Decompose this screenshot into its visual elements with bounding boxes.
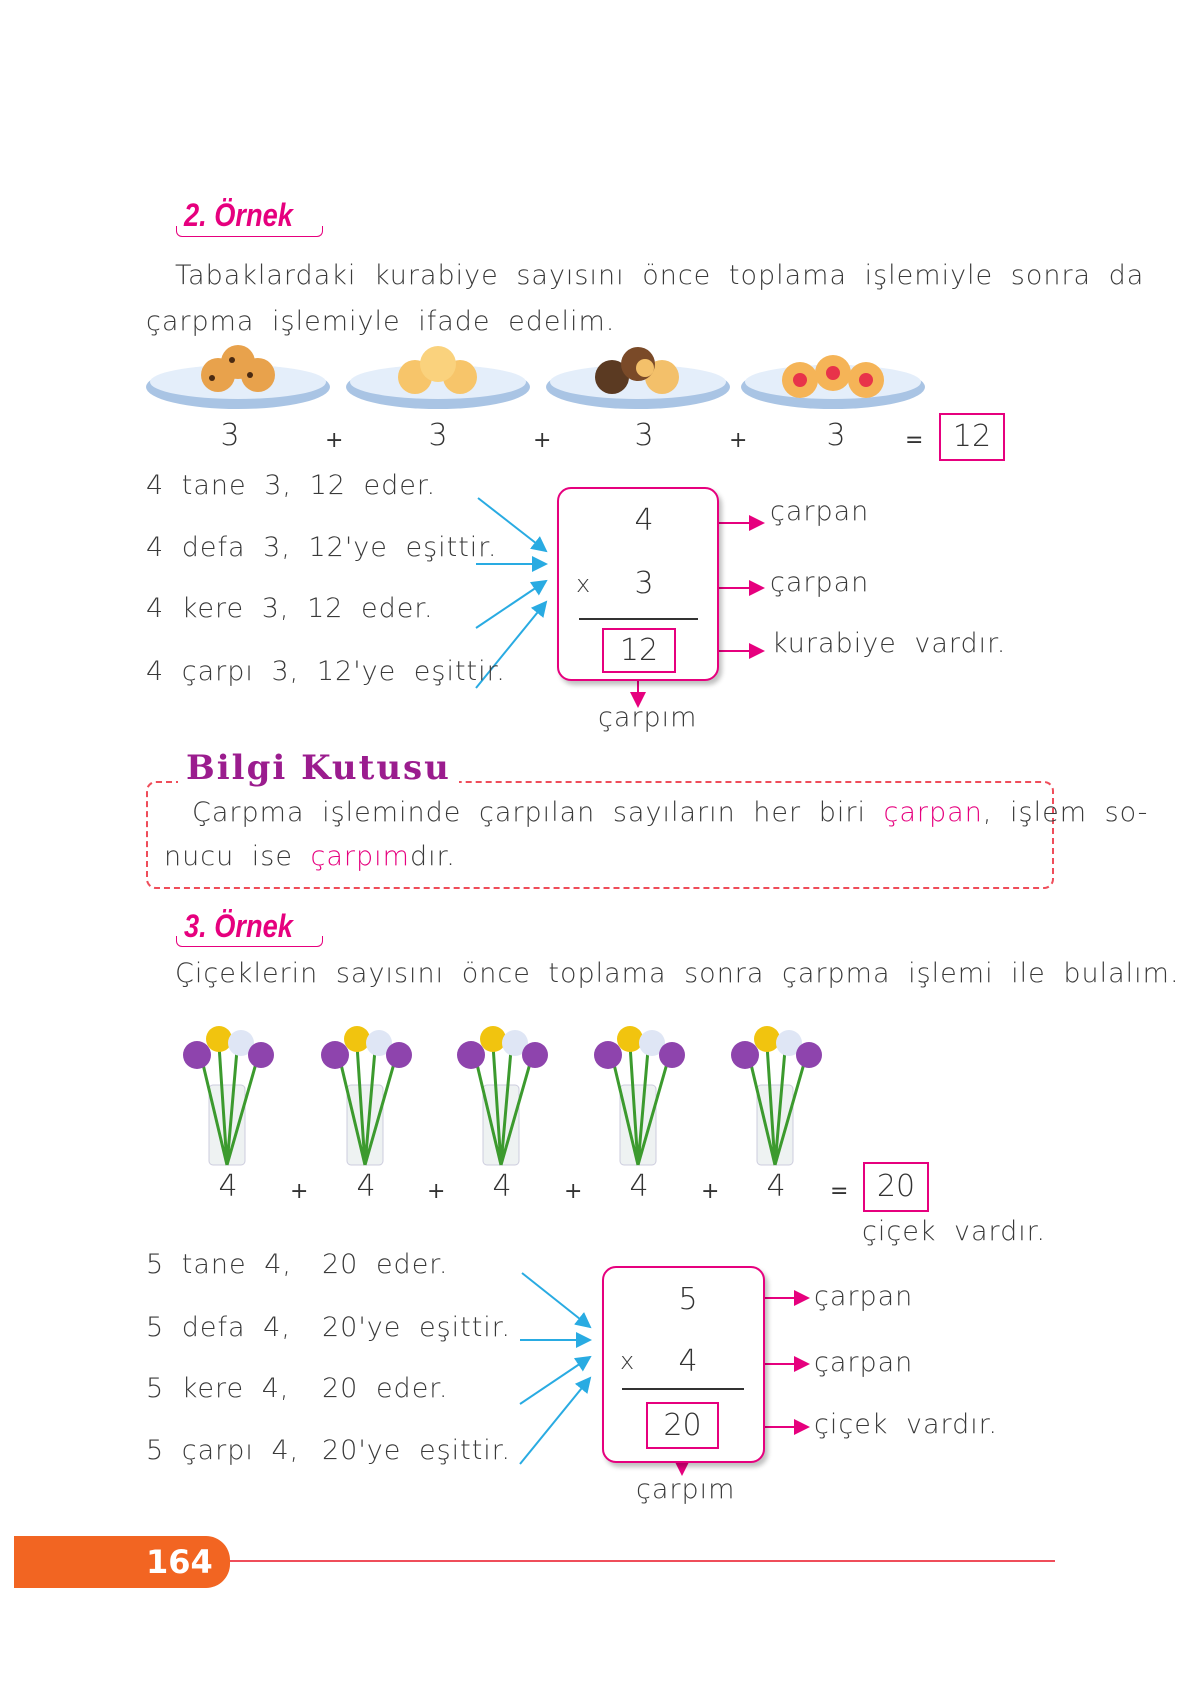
addend: 3 <box>634 418 654 453</box>
multiplier: 4 <box>678 1344 698 1379</box>
multiplicand: 5 <box>678 1282 698 1317</box>
result-line <box>622 1388 744 1390</box>
statement: 5 tane 4, <box>146 1249 292 1280</box>
addend: 3 <box>428 418 448 453</box>
plate-chocolate-chip-cookies <box>146 345 330 409</box>
info-line2: nucu ise çarpımdır. <box>164 841 456 872</box>
label-factor: çarpan <box>814 1281 914 1312</box>
plus-sign: + <box>325 428 344 453</box>
statement: 4 tane 3, 12 eder. <box>146 470 437 501</box>
plus-sign: + <box>427 1179 446 1204</box>
example-2-text-line1: Tabaklardaki kurabiye sayısını önce toplama işlemiyle sonra da <box>175 260 1145 291</box>
addend: 4 <box>629 1169 649 1204</box>
statement-result: 20'ye eşittir. <box>322 1312 512 1343</box>
statement-result: 20 eder. <box>322 1249 449 1280</box>
sum-box: 20 <box>863 1162 929 1212</box>
statement: 4 defa 3, 12'ye eşittir. <box>146 532 498 563</box>
plus-sign: + <box>729 428 748 453</box>
plate-jam-cookies <box>741 355 925 409</box>
statement: 4 kere 3, 12 eder. <box>146 593 434 624</box>
plus-sign: + <box>290 1179 309 1204</box>
addend: 3 <box>220 418 240 453</box>
multiplicand: 4 <box>634 503 654 538</box>
page-number-tab <box>14 1536 230 1588</box>
label-factor: çarpan <box>770 496 870 527</box>
addend: 4 <box>218 1169 238 1204</box>
label-factor: çarpan <box>770 567 870 598</box>
multiply-sign: x <box>620 1347 636 1375</box>
equals-sign: = <box>905 428 924 453</box>
label-factor: çarpan <box>814 1347 914 1378</box>
plus-sign: + <box>701 1179 720 1204</box>
addend: 4 <box>492 1169 512 1204</box>
plus-sign: + <box>564 1179 583 1204</box>
result-line <box>579 618 698 620</box>
vase-5 <box>731 1026 822 1165</box>
vase-3 <box>457 1026 548 1165</box>
vase-2 <box>321 1026 412 1165</box>
addend: 4 <box>356 1169 376 1204</box>
title-underline <box>176 936 323 947</box>
example-3-text: Çiçeklerin sayısını önce toplama sonra çarpma işlemi ile bulalım. <box>175 958 1180 989</box>
label-product: çarpım <box>636 1474 736 1505</box>
statement-result: 20 eder. <box>322 1373 449 1404</box>
multiply-sign: x <box>576 570 592 598</box>
statement: 5 kere 4, <box>146 1373 290 1404</box>
plate-butter-cookies <box>346 346 530 409</box>
vase-1 <box>183 1026 274 1165</box>
page-number: 164 <box>146 1543 213 1581</box>
product-box: 12 <box>602 628 676 673</box>
equals-sign: = <box>830 1179 849 1204</box>
info-line1: Çarpma işleminde çarpılan sayıların her biri çarpan, işlem so- <box>192 797 1149 828</box>
product-box: 20 <box>646 1402 719 1449</box>
example-2-text-line2: çarpma işlemiyle ifade edelim. <box>146 306 616 337</box>
statement: 5 çarpı 4, <box>146 1435 300 1466</box>
example-3-title: 3. Örnek <box>184 908 293 944</box>
info-box-title: Bilgi Kutusu <box>178 748 459 788</box>
sum-caption: çiçek vardır. <box>862 1216 1047 1247</box>
statement: 5 defa 4, <box>146 1312 291 1343</box>
statement: 4 çarpı 3, 12'ye eşittir. <box>146 656 506 687</box>
plate-two-tone-cookies <box>546 347 730 409</box>
example-2-title: 2. Örnek <box>184 197 293 233</box>
addend: 3 <box>826 418 846 453</box>
label-result: kurabiye vardır. <box>772 628 1007 659</box>
statement-result: 20'ye eşittir. <box>322 1435 512 1466</box>
addend: 4 <box>766 1169 786 1204</box>
sum-box: 12 <box>939 413 1005 461</box>
plus-sign: + <box>533 428 552 453</box>
label-product: çarpım <box>598 702 698 733</box>
label-result: çiçek vardır. <box>814 1409 999 1440</box>
vase-4 <box>594 1026 685 1165</box>
multiplier: 3 <box>634 566 654 601</box>
